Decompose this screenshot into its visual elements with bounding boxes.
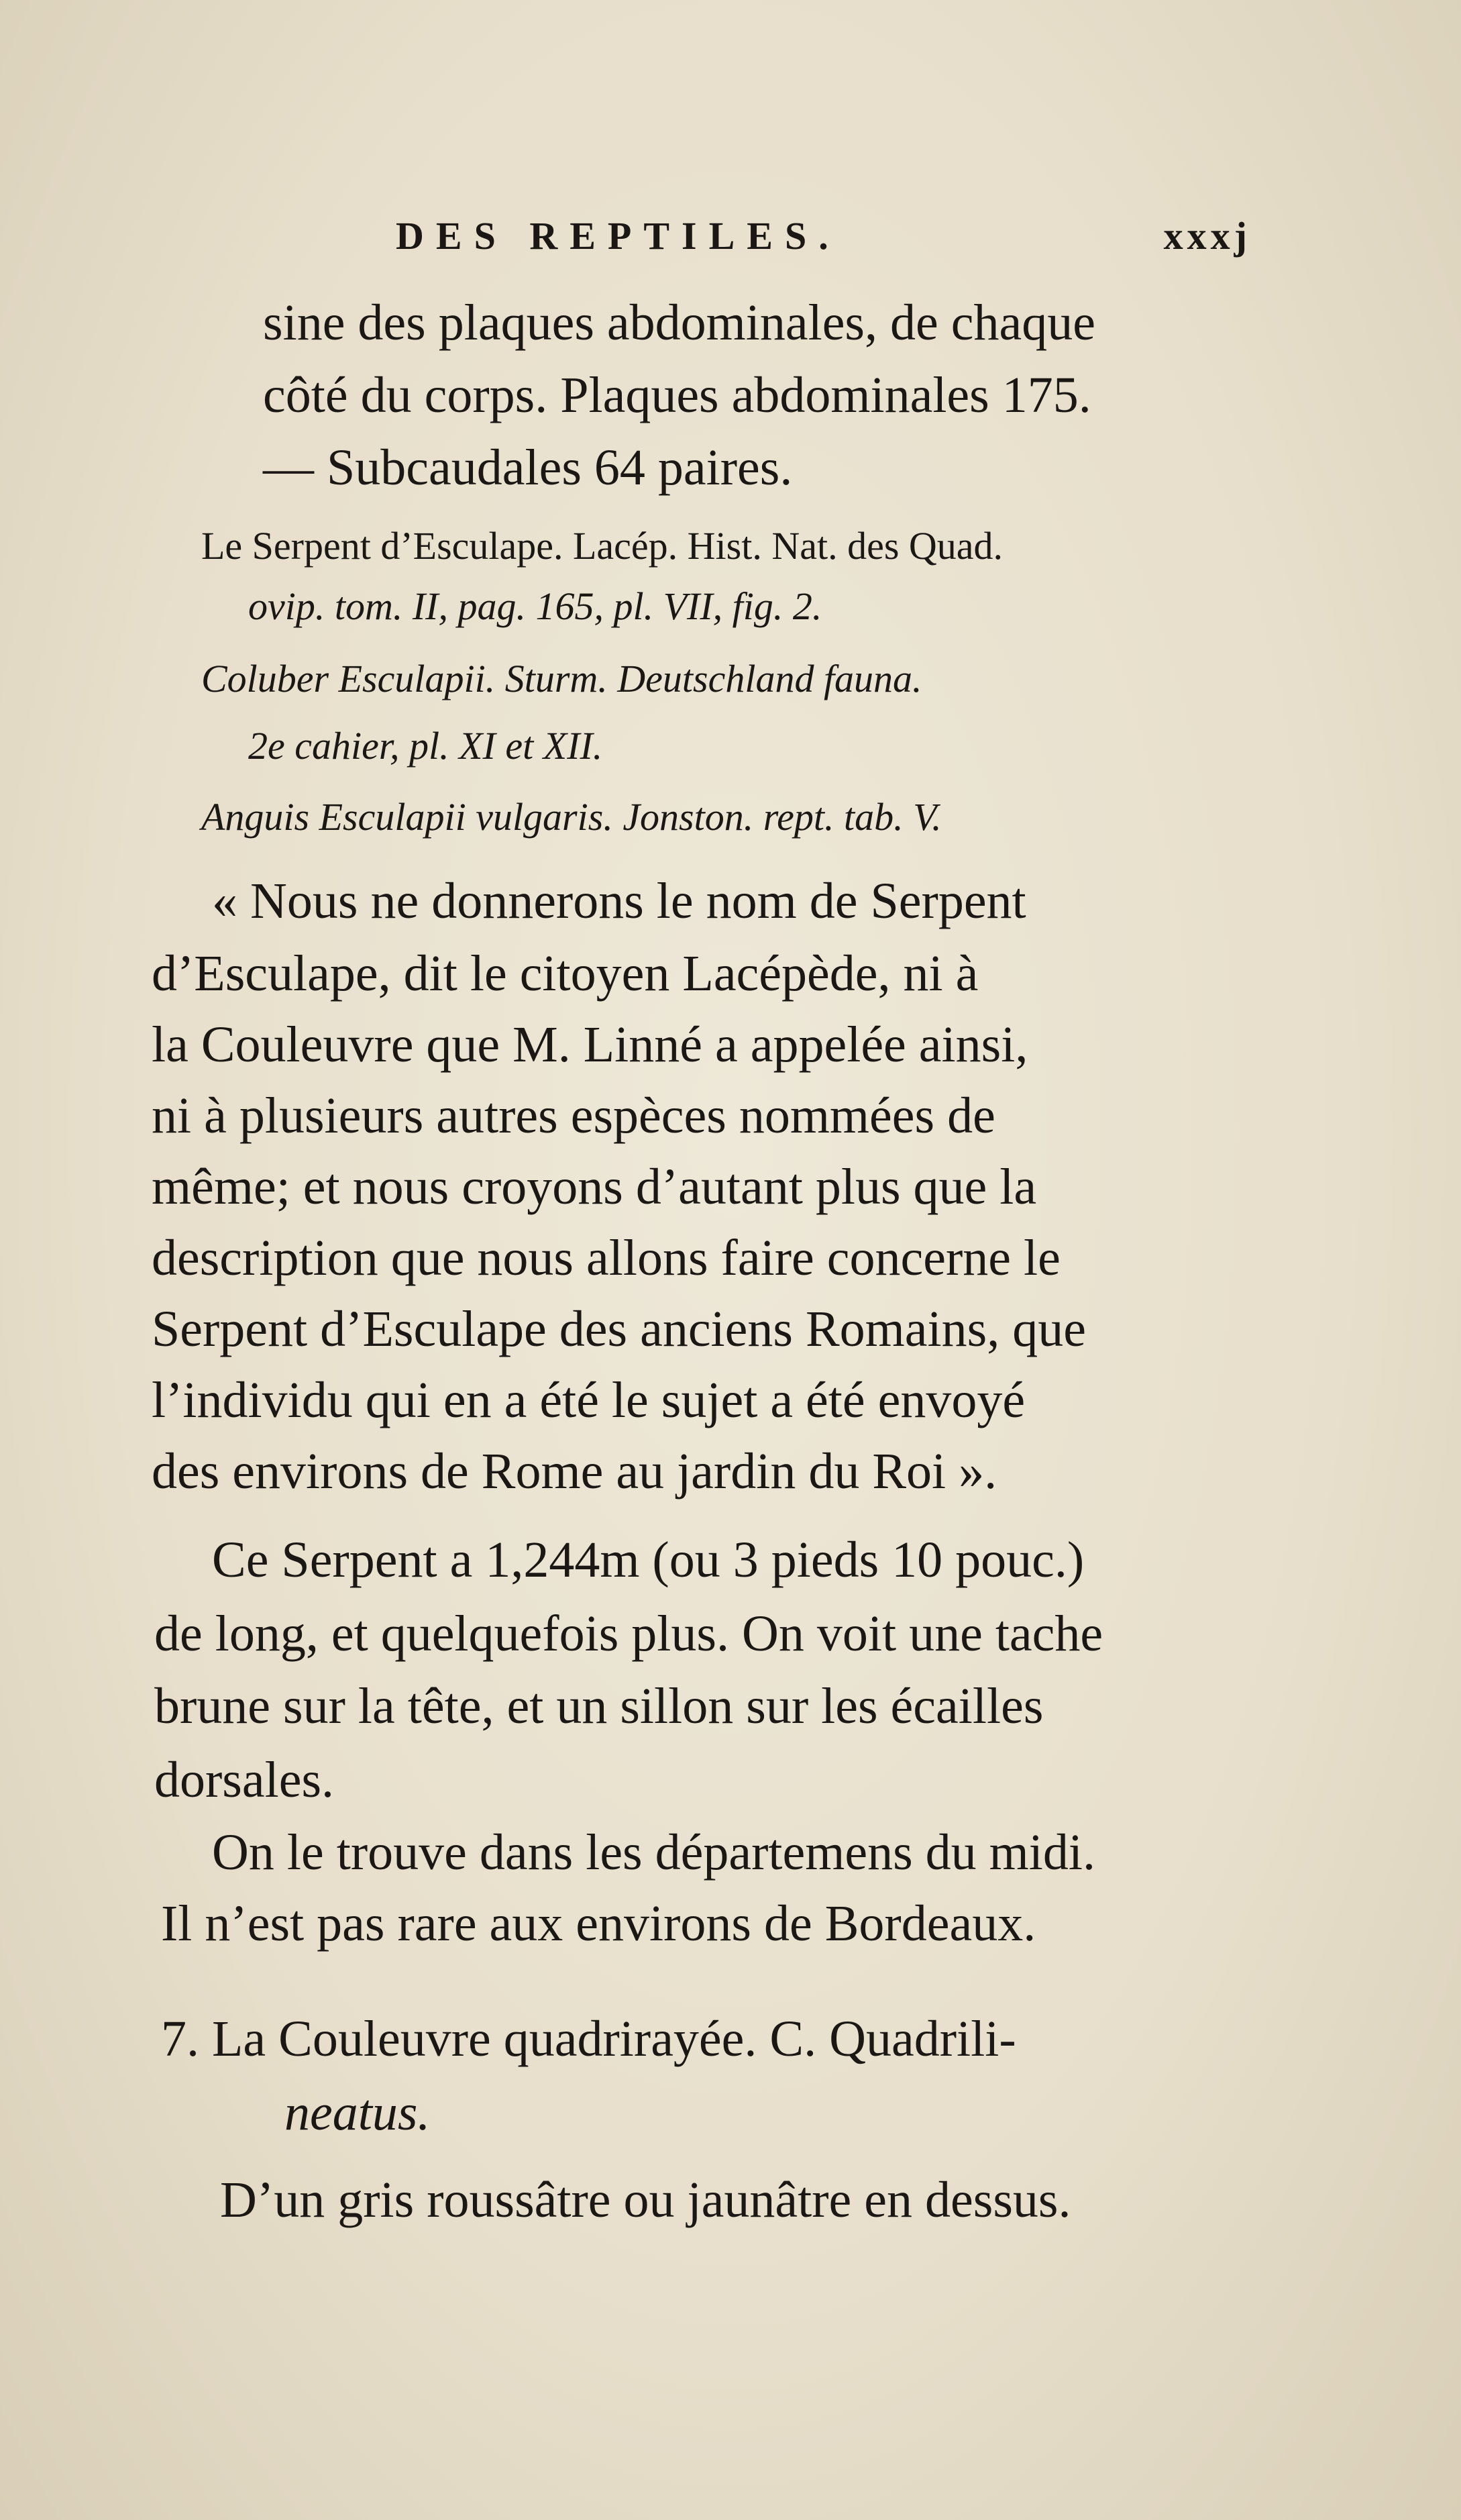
citation-line: Le Serpent d’Esculape. Lacép. Hist. Nat. des Quad. bbox=[201, 524, 1004, 568]
text-line: de long, et quelquefois plus. On voit une tache bbox=[154, 1606, 1103, 1662]
text-line: côté du corps. Plaques abdominales 175. bbox=[263, 367, 1091, 423]
text-line: « Nous ne donnerons le nom de Serpent bbox=[212, 873, 1026, 929]
text-line: — Subcaudales 64 paires. bbox=[263, 439, 793, 496]
text-line: même; et nous croyons d’autant plus que la bbox=[152, 1159, 1037, 1215]
citation-line: Anguis Esculapii vulgaris. Jonston. rept. tab. V. bbox=[201, 795, 942, 839]
text-line: d’Esculape, dit le citoyen Lacépède, ni à bbox=[152, 945, 979, 1002]
page-folio: xxxj bbox=[1163, 214, 1251, 258]
text-line: l’individu qui en a été le sujet a été envoyé bbox=[152, 1372, 1026, 1428]
running-title: DES REPTILES. bbox=[396, 214, 841, 258]
text-line: ni à plusieurs autres espèces nommées de bbox=[152, 1088, 995, 1144]
text-line: des environs de Rome au jardin du Roi ». bbox=[152, 1443, 997, 1500]
text-line: sine des plaques abdominales, de chaque bbox=[263, 295, 1095, 351]
section-heading-cont: neatus. bbox=[284, 2085, 431, 2141]
citation-line: Coluber Esculapii. Sturm. Deutschland fauna. bbox=[201, 657, 922, 700]
text-line: Il n’est pas rare aux environs de Bordeaux. bbox=[161, 1895, 1036, 1952]
text-line: brune sur la tête, et un sillon sur les écailles bbox=[154, 1678, 1044, 1734]
text-line: Ce Serpent a 1,244m (ou 3 pieds 10 pouc.) bbox=[212, 1532, 1085, 1588]
text-line: Serpent d’Esculape des anciens Romains, que bbox=[152, 1301, 1086, 1357]
citation-line: 2e cahier, pl. XI et XII. bbox=[248, 724, 603, 768]
text-line: dorsales. bbox=[154, 1752, 335, 1808]
text-line: description que nous allons faire concerne le bbox=[152, 1230, 1061, 1286]
section-heading: 7. La Couleuvre quadrirayée. C. Quadrili- bbox=[161, 2011, 1016, 2067]
citation-line: ovip. tom. II, pag. 165, pl. VII, fig. 2. bbox=[248, 584, 822, 628]
text-line: On le trouve dans les départemens du midi. bbox=[212, 1824, 1096, 1881]
text-line: D’un gris roussâtre ou jaunâtre en dessus. bbox=[220, 2172, 1071, 2228]
text-line: la Couleuvre que M. Linné a appelée ainsi, bbox=[152, 1016, 1028, 1073]
